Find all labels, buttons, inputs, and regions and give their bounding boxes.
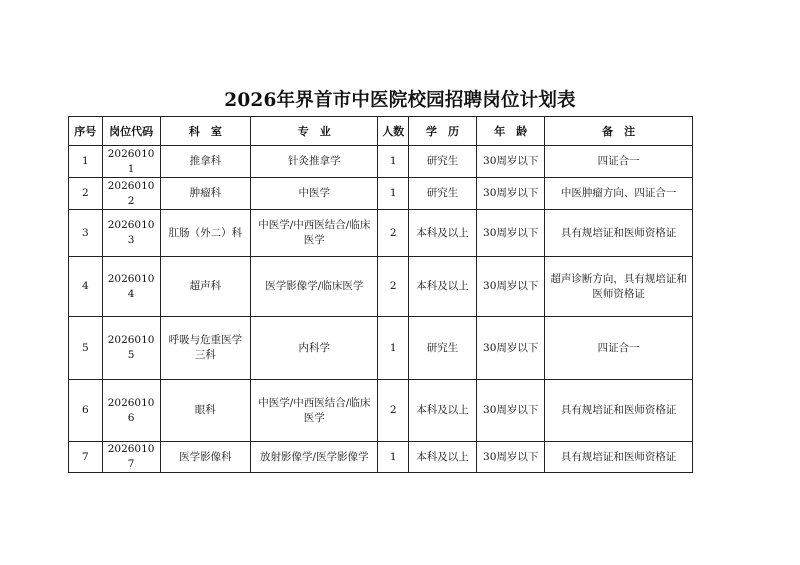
table-header-row	[69, 117, 693, 146]
cell-remarks: 中医肿瘤方向、四证合一	[545, 178, 693, 210]
cell-remarks: 具有规培证和医师资格证	[545, 442, 693, 473]
header-education: 学 历	[408, 117, 476, 146]
table-row	[69, 380, 693, 442]
page-title: 2026年界首市中医院校园招聘岗位计划表	[224, 90, 576, 111]
cell-education: 研究生	[408, 146, 476, 178]
cell-position-code: 20260103	[102, 210, 160, 257]
cell-department: 眼科	[160, 380, 251, 442]
header-index: 序号	[69, 117, 103, 146]
table-row	[69, 210, 693, 257]
cell-headcount: 1	[378, 317, 409, 380]
cell-education: 研究生	[408, 178, 476, 210]
cell-remarks: 四证合一	[545, 146, 693, 178]
cell-department: 肿瘤科	[160, 178, 251, 210]
cell-position-code: 20260105	[102, 317, 160, 380]
cell-position-code: 20260101	[102, 146, 160, 178]
cell-position-code: 20260102	[102, 178, 160, 210]
cell-headcount: 2	[378, 380, 409, 442]
cell-age: 30周岁以下	[477, 210, 545, 257]
cell-education: 本科及以上	[408, 210, 476, 257]
cell-major: 医学影像学/临床医学	[251, 257, 378, 317]
cell-major: 中医学/中西医结合/临床医学	[251, 380, 378, 442]
cell-position-code: 20260106	[102, 380, 160, 442]
cell-index: 3	[69, 210, 103, 257]
cell-department: 呼吸与危重医学三科	[160, 317, 251, 380]
cell-index: 5	[69, 317, 103, 380]
header-department: 科 室	[160, 117, 251, 146]
cell-major: 中医学	[251, 178, 378, 210]
cell-department: 医学影像科	[160, 442, 251, 473]
table-row	[69, 257, 693, 317]
cell-remarks: 四证合一	[545, 317, 693, 380]
cell-index: 4	[69, 257, 103, 317]
cell-headcount: 1	[378, 178, 409, 210]
cell-age: 30周岁以下	[477, 380, 545, 442]
cell-education: 研究生	[408, 317, 476, 380]
cell-age: 30周岁以下	[477, 257, 545, 317]
cell-headcount: 2	[378, 257, 409, 317]
cell-major: 内科学	[251, 317, 378, 380]
cell-department: 推拿科	[160, 146, 251, 178]
cell-age: 30周岁以下	[477, 442, 545, 473]
cell-remarks: 具有规培证和医师资格证	[545, 210, 693, 257]
header-major: 专 业	[251, 117, 378, 146]
table-row	[69, 146, 693, 178]
header-remarks: 备 注	[545, 117, 693, 146]
header-age: 年 龄	[477, 117, 545, 146]
table-row	[69, 317, 693, 380]
cell-education: 本科及以上	[408, 442, 476, 473]
cell-remarks: 具有规培证和医师资格证	[545, 380, 693, 442]
cell-position-code: 20260104	[102, 257, 160, 317]
cell-major: 放射影像学/医学影像学	[251, 442, 378, 473]
cell-age: 30周岁以下	[477, 317, 545, 380]
cell-index: 1	[69, 146, 103, 178]
cell-index: 6	[69, 380, 103, 442]
table-row	[69, 442, 693, 473]
cell-age: 30周岁以下	[477, 178, 545, 210]
header-headcount: 人数	[378, 117, 409, 146]
cell-education: 本科及以上	[408, 380, 476, 442]
cell-major: 中医学/中西医结合/临床医学	[251, 210, 378, 257]
cell-remarks: 超声诊断方向，具有规培证和医师资格证	[545, 257, 693, 317]
cell-headcount: 2	[378, 210, 409, 257]
cell-headcount: 1	[378, 146, 409, 178]
cell-headcount: 1	[378, 442, 409, 473]
cell-department: 肛肠（外二）科	[160, 210, 251, 257]
recruitment-table	[68, 116, 693, 473]
table-row	[69, 178, 693, 210]
cell-education: 本科及以上	[408, 257, 476, 317]
cell-index: 2	[69, 178, 103, 210]
cell-major: 针灸推拿学	[251, 146, 378, 178]
cell-age: 30周岁以下	[477, 146, 545, 178]
header-position-code: 岗位代码	[102, 117, 160, 146]
cell-department: 超声科	[160, 257, 251, 317]
cell-index: 7	[69, 442, 103, 473]
cell-position-code: 20260107	[102, 442, 160, 473]
